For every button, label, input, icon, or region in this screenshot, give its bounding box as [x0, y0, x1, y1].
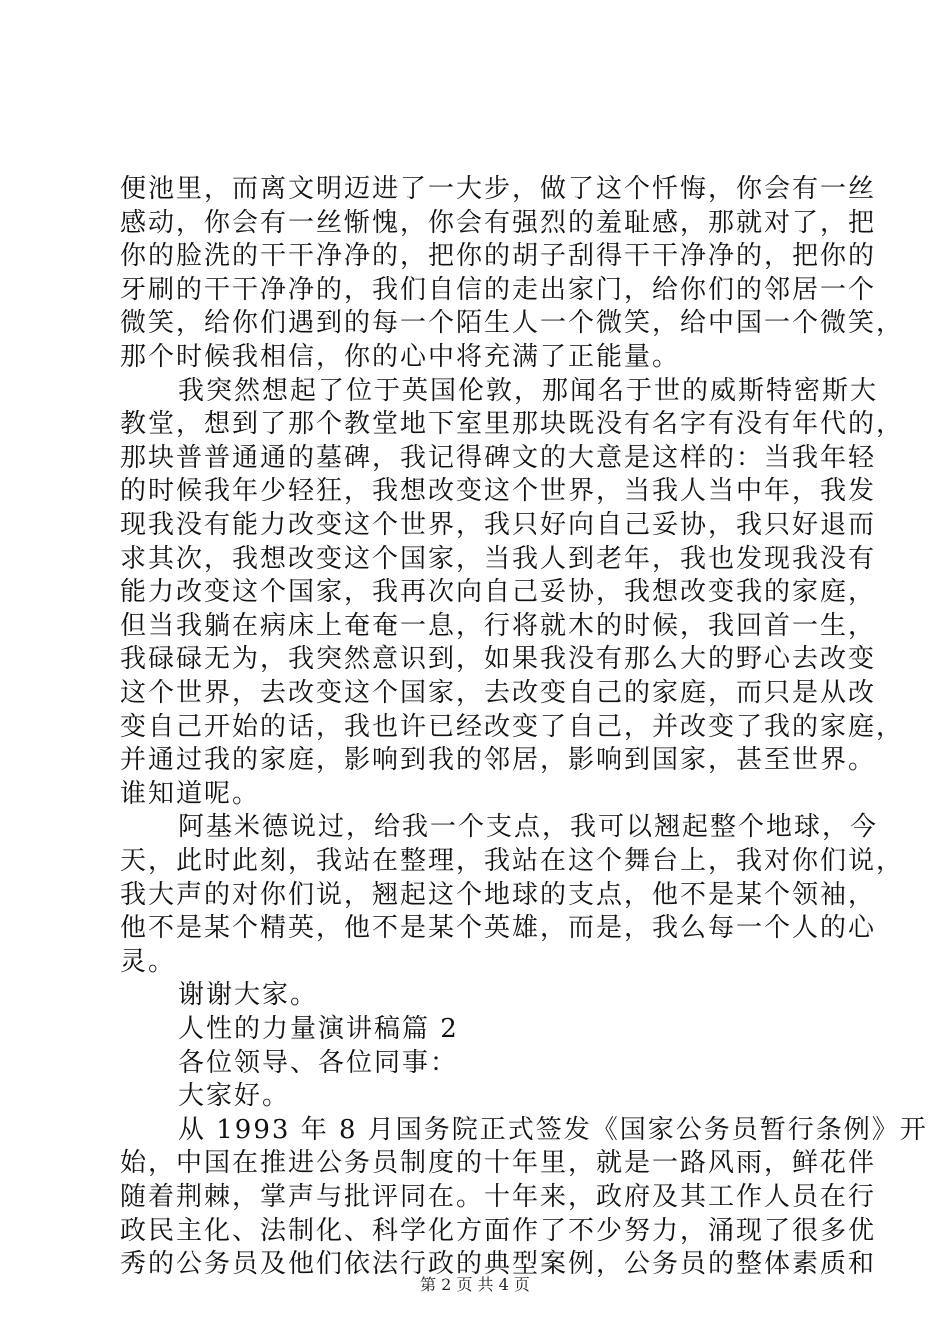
body-text-line: 并通过我的家庭，影响到我的邻居，影响到国家，甚至世界。 [120, 745, 877, 776]
body-text-line: 他不是某个精英，他不是某个英雄，而是，我么每一个人的心 [120, 913, 877, 944]
greeting: 大家好。 [178, 1081, 291, 1112]
body-text-line: 微笑，给你们遇到的每一个陌生人一个微笑，给中国一个微笑， [120, 308, 905, 339]
body-text-line: 但当我躺在病床上奄奄一息，行将就木的时候，我回首一生， [120, 610, 877, 641]
body-text-line: 现我没有能力改变这个世界，我只好向自己妥协，我只好退而 [120, 510, 877, 540]
body-text-line: 那块普普通通的墓碑，我记得碑文的大意是这样的：当我年轻 [120, 442, 877, 473]
body-text-line: 那个时候我相信，你的心中将充满了正能量。 [120, 342, 681, 372]
body-text-line: 我大声的对你们说，翘起这个地球的支点，他不是某个领袖， [120, 879, 877, 910]
body-text-line: 便池里，而离文明迈进了一大步，做了这个忏悔，你会有一丝 [120, 174, 877, 204]
salutation: 各位领导、各位同事： [178, 1047, 459, 1078]
body-text-line: 教堂，想到了那个教堂地下室里那块既没有名字有没有年代的， [120, 409, 905, 440]
paragraph-first-line: 从 1993 年 8 月国务院正式签发《国家公务员暂行条例》开 [178, 1114, 928, 1145]
body-text-line: 我碌碌无为，我突然意识到，如果我没有那么大的野心去改变 [120, 644, 877, 675]
paragraph-first-line: 阿基米德说过，给我一个支点，我可以翘起整个地球，今 [178, 812, 879, 843]
body-text-line: 政民主化、法制化、科学化方面作了不少努力，涌现了很多优 [120, 1215, 877, 1246]
paragraph-first-line: 谢谢大家。 [178, 980, 319, 1011]
body-text-line: 灵。 [120, 946, 177, 977]
section-heading: 人性的力量演讲稿篇 2 [178, 1014, 459, 1044]
body-text-line: 的时候我年少轻狂，我想改变这个世界，当我人当中年，我发 [120, 476, 877, 507]
body-text-line: 谁知道呢。 [120, 778, 261, 809]
body-text-line: 感动，你会有一丝惭愧，你会有强烈的羞耻感，那就对了，把 [120, 207, 877, 238]
body-text-line: 牙刷的干干净净的，我们自信的走出家门，给你们的邻居一个 [120, 274, 877, 305]
body-text-line: 求其次，我想改变这个国家，当我人到老年，我也发现我没有 [120, 543, 877, 574]
body-text-line: 这个世界，去改变这个国家，去改变自己的家庭，而只是从改 [120, 678, 877, 708]
body-text-line: 秀的公务员及他们依法行政的典型案例，公务员的整体素质和 [120, 1249, 877, 1280]
body-text-line: 能力改变这个国家，我再次向自己妥协，我想改变我的家庭， [120, 577, 877, 608]
page-footer: 第 2 页 共 4 页 [420, 1275, 530, 1294]
body-text-line: 始，中国在推进公务员制度的十年里，就是一路风雨，鲜花伴 [120, 1148, 877, 1179]
body-text-line: 天，此时此刻，我站在整理，我站在这个舞台上，我对你们说， [120, 846, 905, 876]
body-text-line: 你的脸洗的干干净净的，把你的胡子刮得干干净净的，把你的 [120, 241, 877, 272]
paragraph-first-line: 我突然想起了位于英国伦敦，那闻名于世的威斯特密斯大 [178, 375, 879, 406]
body-text-line: 变自己开始的话，我也许已经改变了自己，并改变了我的家庭， [120, 711, 905, 742]
body-text-line: 随着荆棘，掌声与批评同在。十年来，政府及其工作人员在行 [120, 1182, 877, 1212]
